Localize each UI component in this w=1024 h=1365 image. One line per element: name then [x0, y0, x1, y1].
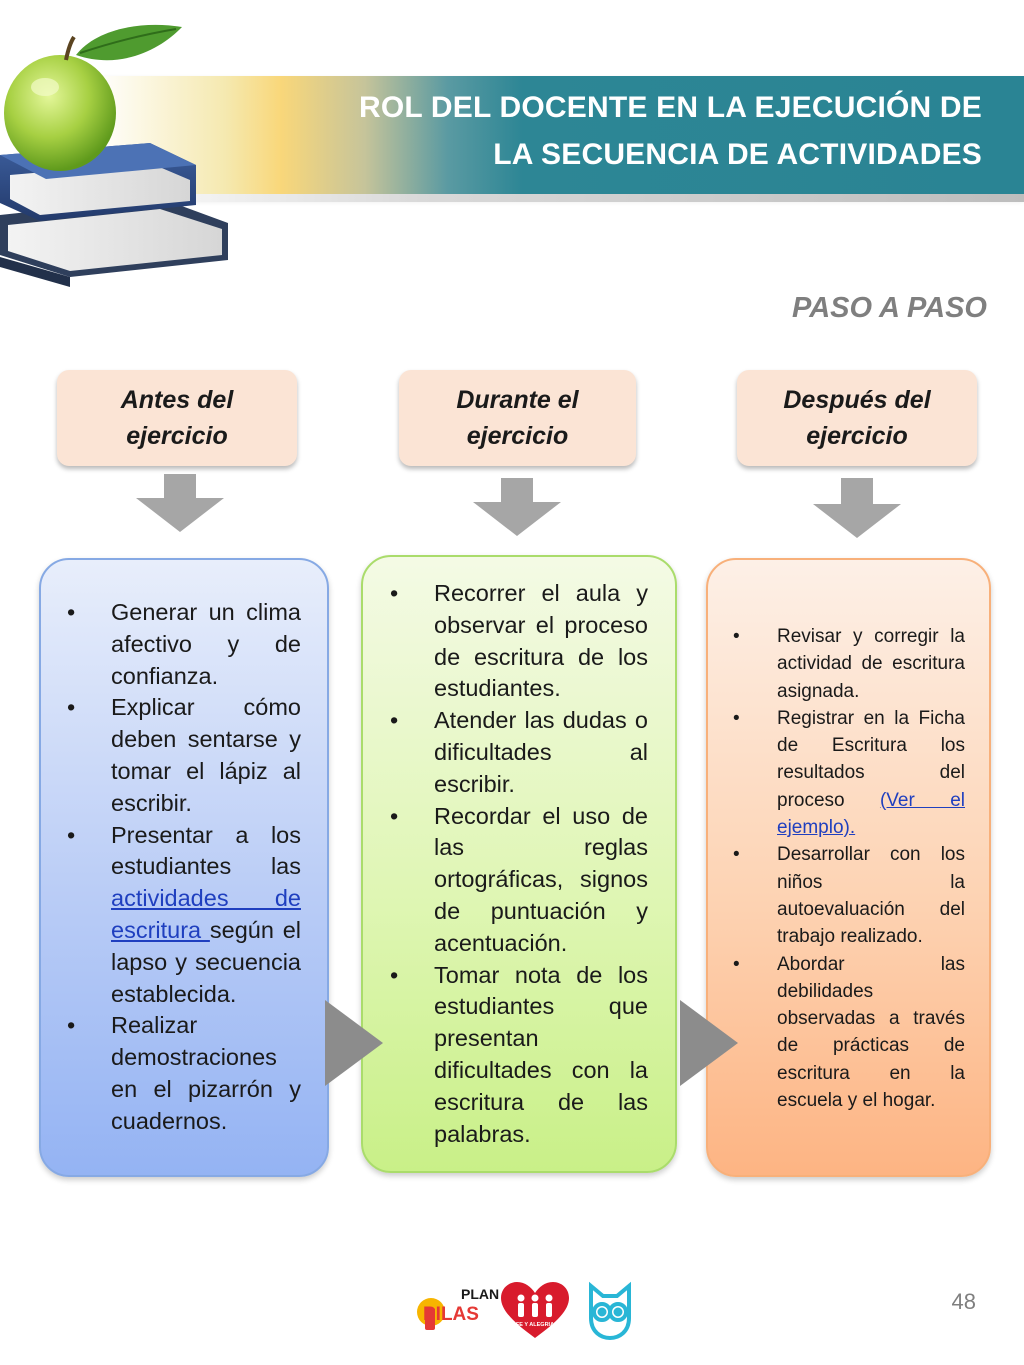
page-title: [282, 84, 982, 178]
down-arrow-icon: [136, 474, 224, 532]
page-title-line-1: ROL DEL DOCENTE EN LA EJECUCIÓN DE: [359, 91, 982, 124]
during-list: [434, 578, 648, 1150]
step-header-after: [737, 370, 977, 466]
plan-pilas-logo-pilas-text: PILAS: [423, 1304, 479, 1325]
down-arrow-icon: [473, 478, 561, 536]
step-header-after-line-1: Después del: [783, 386, 931, 414]
list-item: • Abordar las debilidades observadas a través de prácticas de escritura en la escuela y el hogar.: [777, 951, 965, 1115]
list-item: • Revisar y corregir la actividad de escritura asignada.: [777, 623, 965, 705]
before-list: [111, 597, 301, 1138]
right-arrow-icon: [325, 1000, 383, 1086]
page-title-line-2: LA SECUENCIA DE ACTIVIDADES: [493, 138, 982, 171]
step-header-before: [57, 370, 297, 466]
step-header-during-line-2: ejercicio: [466, 422, 569, 450]
list-item: • Explicar cómo deben sentarse y tomar el lápiz al escribir.: [111, 692, 301, 819]
list-item: • Atender las dudas o dificultades al escribir.: [434, 705, 648, 800]
fe-y-alegria-heart-logo: [501, 1282, 569, 1338]
apple-books-illustration: [0, 15, 240, 290]
fe-y-alegria-logo-text: FE Y ALEGRIA: [515, 1322, 555, 1328]
list-item: • Tomar nota de los estudiantes que presentan dificultades con la escritura de las palabras.: [434, 960, 648, 1151]
list-item: [777, 705, 965, 841]
subtitle: PASO A PASO: [792, 292, 987, 324]
list-item: • Generar un clima afectivo y de confianza.: [111, 597, 301, 692]
list-item: • Realizar demostraciones en el pizarrón y cuadernos.: [111, 1010, 301, 1137]
writing-activities-link[interactable]: actividades de escritura: [111, 885, 301, 943]
right-arrow-icon: [680, 1000, 738, 1086]
step-header-before-line-2: ejercicio: [126, 422, 228, 450]
see-example-link[interactable]: (Ver el ejemplo).: [777, 789, 965, 839]
list-item: • Desarrollar con los niños la autoevaluación del trabajo realizado.: [777, 841, 965, 950]
list-item: • Recorrer el aula y observar el proceso de escritura de los estudiantes.: [434, 578, 648, 705]
step-header-after-line-2: ejercicio: [806, 422, 908, 450]
plan-pilas-logo: [417, 1286, 499, 1330]
plan-pilas-logo-plan-text: PLAN: [461, 1286, 500, 1302]
list-item: [111, 820, 301, 1011]
list-item-text: según el lapso y secuencia establecida.: [111, 916, 301, 1007]
after-list: [777, 623, 965, 1114]
step-header-during: [399, 370, 636, 466]
list-item: • Recordar el uso de las reglas ortográficas, signos de puntuación y acentuación.: [434, 801, 648, 960]
footer-logos: [413, 1278, 645, 1342]
owl-logo: [591, 1286, 629, 1338]
step-header-before-line-1: Antes del: [120, 386, 234, 414]
step-header-during-line-1: Durante el: [456, 386, 579, 414]
down-arrow-icon: [813, 478, 901, 538]
page-number: 48: [951, 1289, 976, 1314]
list-item-text: Registrar en la Ficha de Escritura los resultados del proceso: [777, 707, 965, 811]
list-item-text: Presentar a los estudiantes las: [111, 821, 301, 880]
